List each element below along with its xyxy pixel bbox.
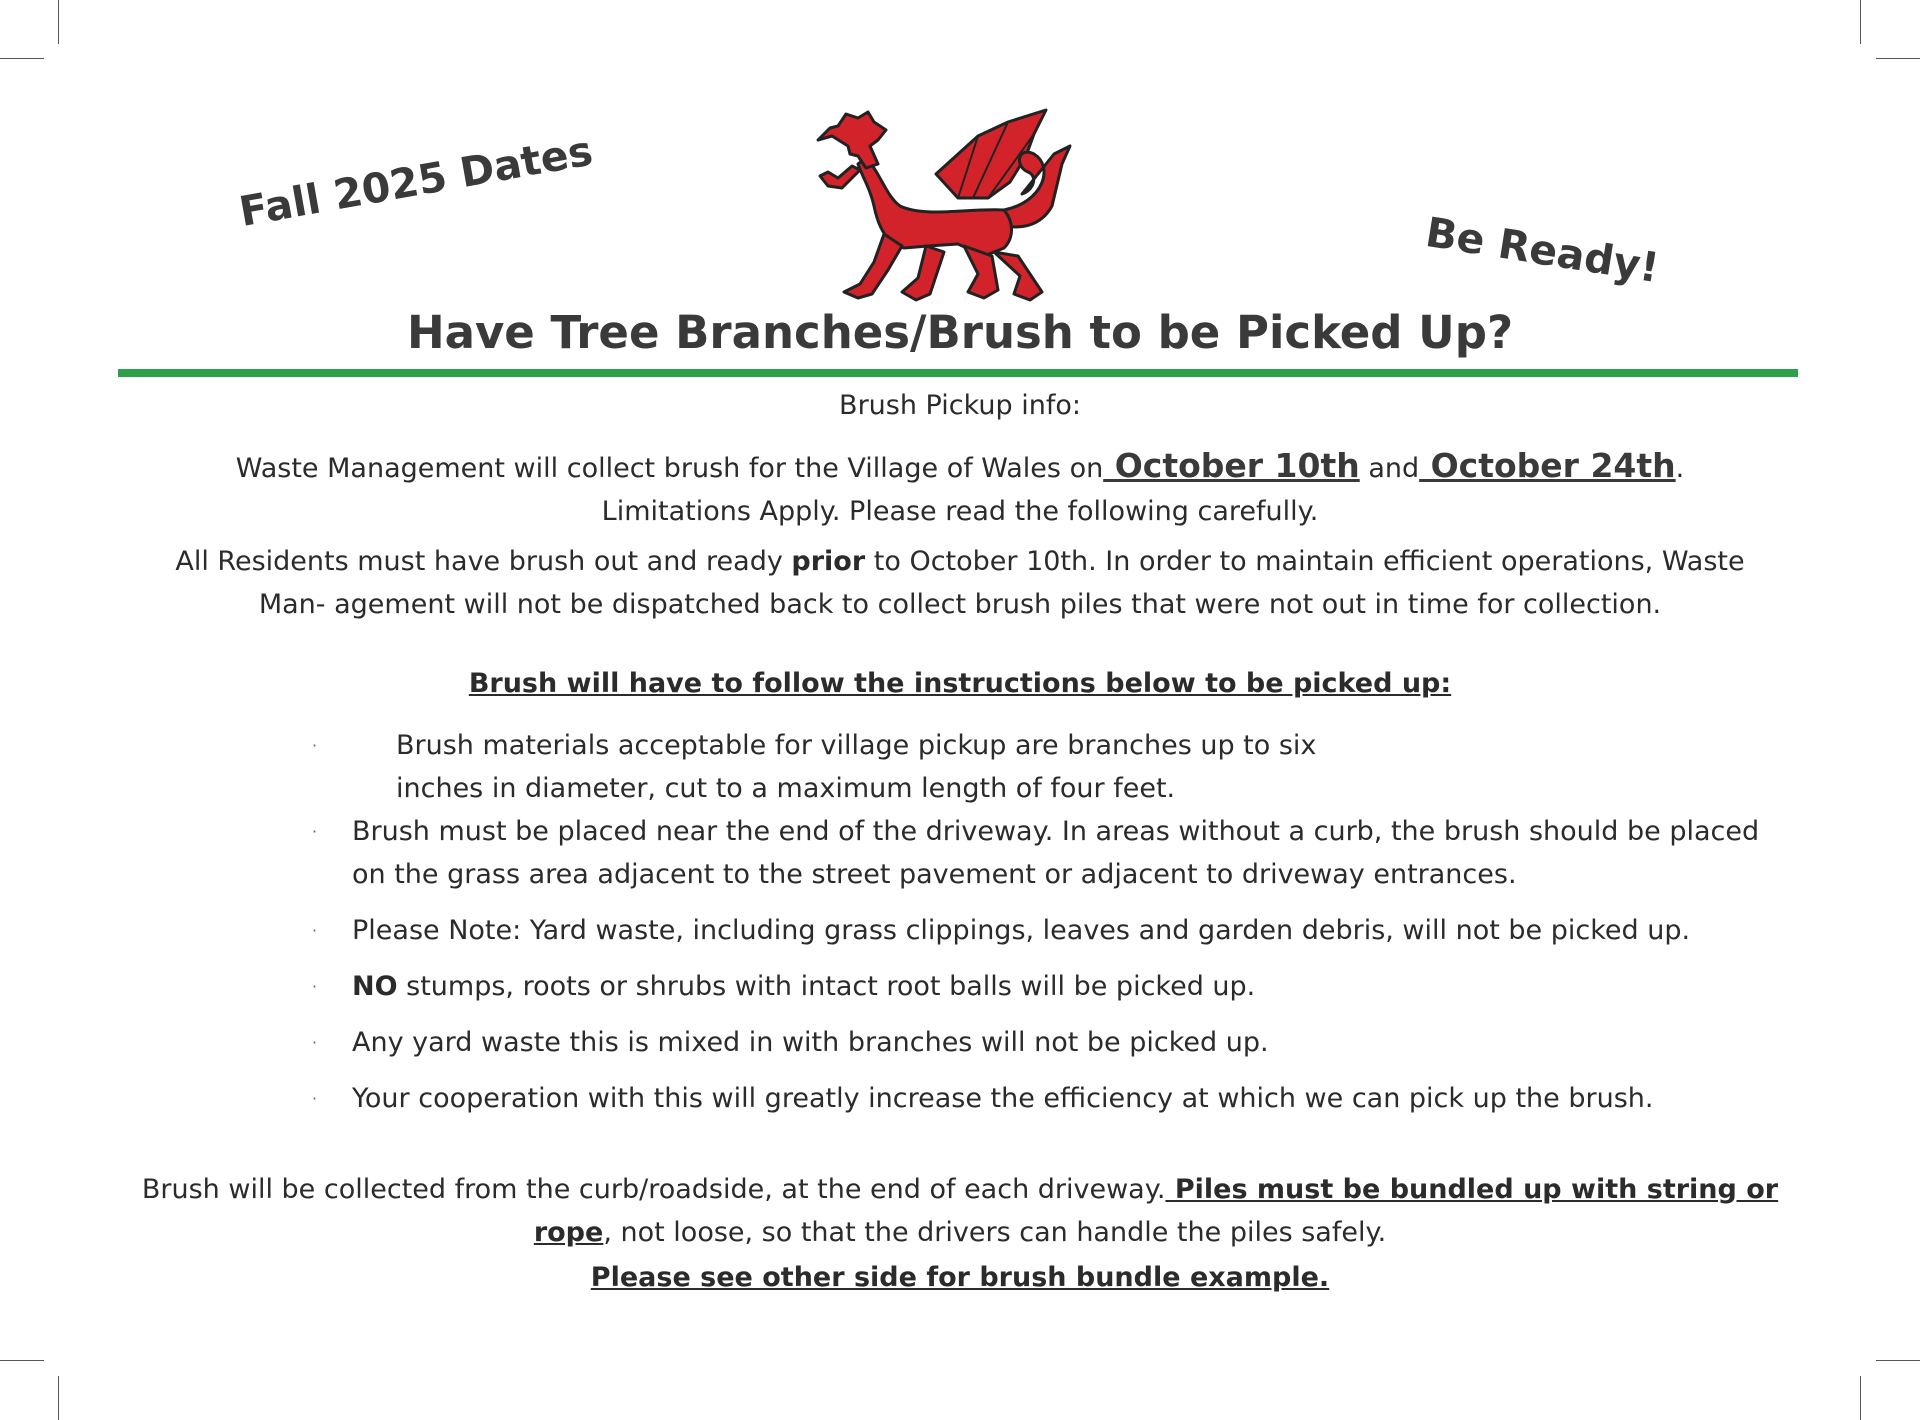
bullet-icon: · <box>312 921 318 940</box>
and-text: and <box>1359 453 1420 484</box>
bullet-icon: · <box>312 736 318 755</box>
residents-paragraph <box>160 540 1760 626</box>
bullet-icon: · <box>312 1089 318 1108</box>
bullet-icon: · <box>312 822 318 841</box>
list-item-text: Your cooperation with this will greatly increase the efficiency at which we can pick up the brush. <box>352 1083 1654 1114</box>
list-item <box>300 1077 1800 1120</box>
see-other-side-note <box>120 1256 1800 1299</box>
footer-text-pre: Brush will be collected from the curb/roadside, at the end of each driveway. <box>141 1174 1166 1205</box>
list-item <box>300 1021 1800 1064</box>
prior-bold: prior <box>791 546 866 577</box>
crop-mark <box>1860 0 1861 44</box>
crop-mark <box>1860 1376 1861 1420</box>
collection-intro-text: Waste Management will collect brush for the Village of Wales on <box>235 453 1104 484</box>
bullet-icon: · <box>312 1033 318 1052</box>
list-item <box>300 810 1800 896</box>
crop-mark <box>0 58 44 59</box>
list-item-text: Brush materials acceptable for village pickup are branches up to six inches in diameter, cut to a maximum length of four feet. <box>396 730 1317 804</box>
crop-mark <box>58 0 59 44</box>
residents-text-pre: All Residents must have brush out and ready <box>175 546 792 577</box>
crop-mark <box>1876 58 1920 59</box>
bullet-icon: · <box>312 977 318 996</box>
collection-dates-paragraph <box>120 444 1800 533</box>
list-item-text: Any yard waste this is mixed in with branches will not be picked up. <box>352 1027 1269 1058</box>
list-item-text: Brush must be placed near the end of the driveway. In areas without a curb, the brush should be placed on the grass area adjacent to the street pavement or adjacent to driveway entrances. <box>352 816 1760 890</box>
no-bold: NO <box>352 971 398 1002</box>
bundle-requirement: Piles must be bundled up with string or rope <box>533 1174 1779 1248</box>
pickup-info-heading: Brush Pickup info: <box>839 390 1081 421</box>
date-october-24: October 24th <box>1419 446 1676 485</box>
welsh-dragon-icon <box>808 106 1098 312</box>
crop-mark <box>1876 1360 1920 1361</box>
list-item <box>300 724 1800 810</box>
see-other-side-text: Please see other side for brush bundle example. <box>590 1262 1330 1293</box>
footer-text-post: , not loose, so that the drivers can handle the piles safely. <box>603 1217 1387 1248</box>
collection-footer-paragraph <box>140 1168 1780 1254</box>
instructions-list <box>300 724 1800 1133</box>
period-text: . <box>1675 453 1685 484</box>
instructions-heading-text: Brush will have to follow the instructions below to be picked up: <box>468 668 1452 699</box>
fall-dates-tag: Fall 2025 Dates <box>235 126 597 236</box>
limitations-text: Limitations Apply. Please read the following carefully. <box>601 496 1319 527</box>
list-item-text: stumps, roots or shrubs with intact root balls will be picked up. <box>406 971 1256 1002</box>
page-title: Have Tree Branches/Brush to be Picked Up? <box>406 306 1514 359</box>
date-october-10: October 10th <box>1103 446 1360 485</box>
green-divider <box>118 369 1798 377</box>
list-item <box>300 909 1800 952</box>
be-ready-tag: Be Ready! <box>1422 208 1663 293</box>
crop-mark <box>58 1376 59 1420</box>
list-item <box>300 965 1800 1008</box>
crop-mark <box>0 1360 44 1361</box>
residents-text-post: to October 10th. In order to maintain efficient operations, Waste Man- agement will not be dispatched back to collect brush piles that were not out in time for collection. <box>258 546 1745 620</box>
instructions-heading <box>120 662 1800 705</box>
list-item-text: Please Note: Yard waste, including grass clippings, leaves and garden debris, will not be picked up. <box>352 915 1691 946</box>
